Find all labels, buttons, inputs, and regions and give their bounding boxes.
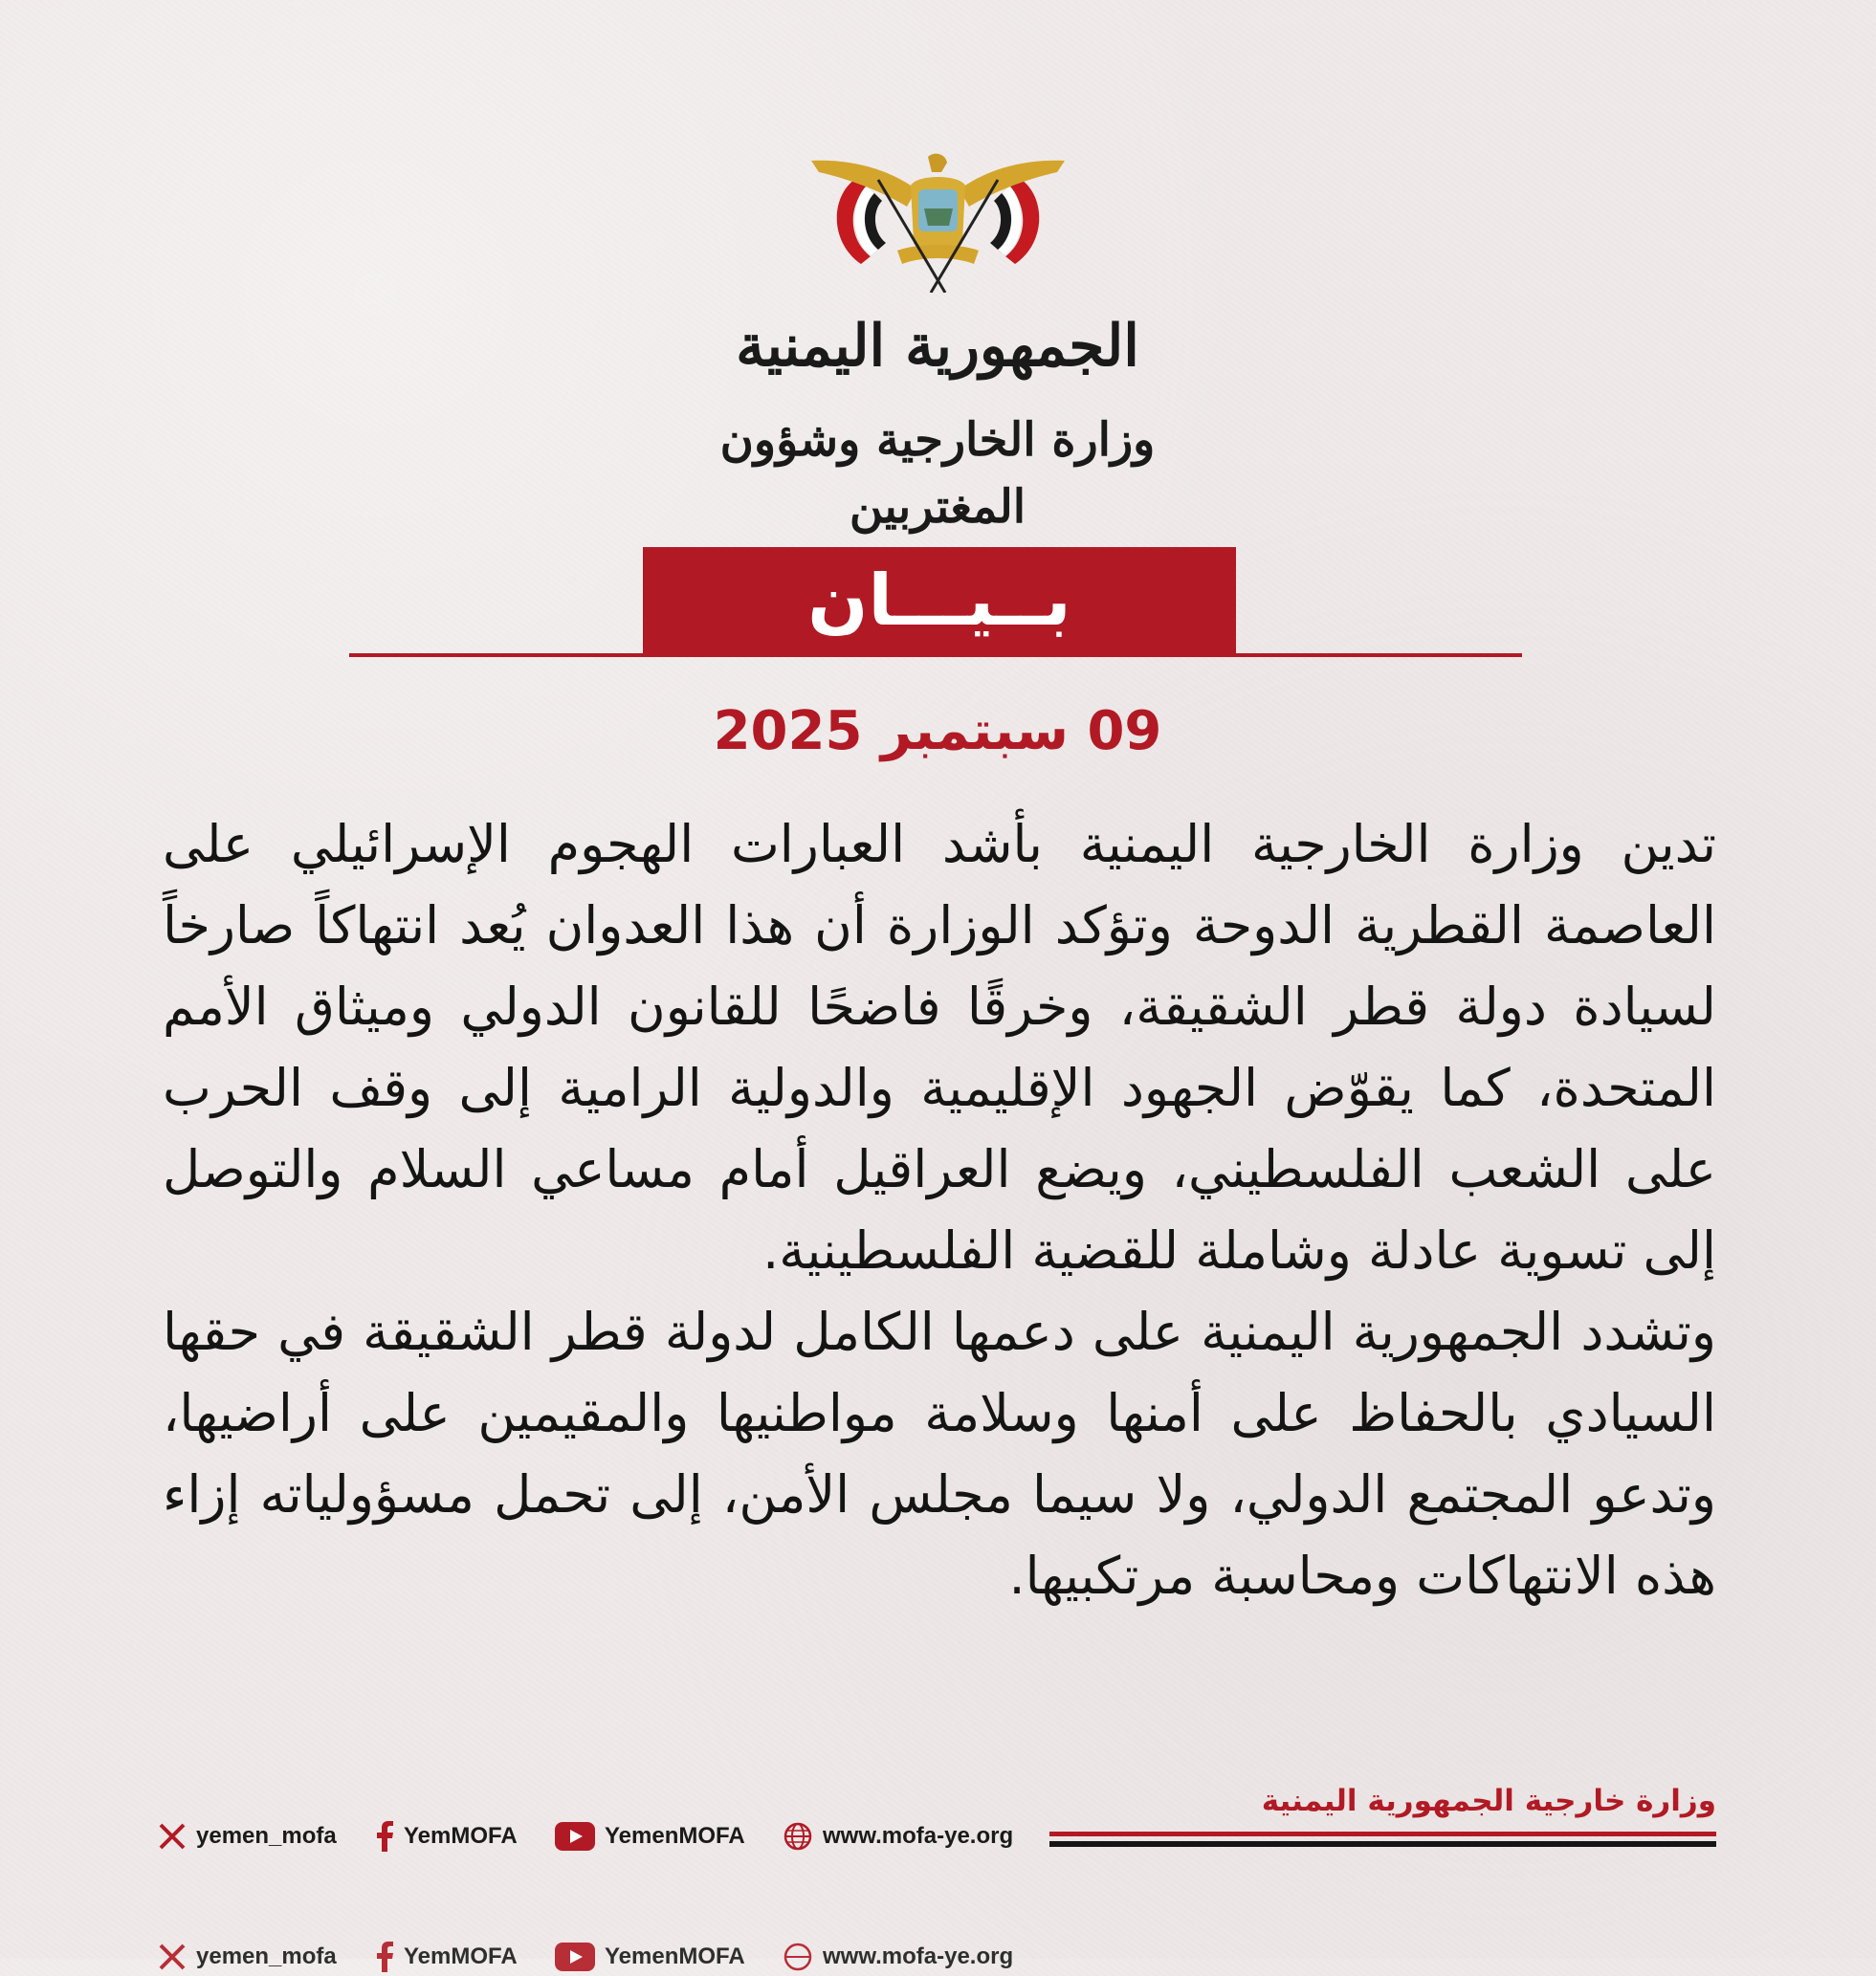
youtube-handle-repeat: YemenMOFA (605, 1943, 745, 1969)
body-paragraph-2: وتشدد الجمهورية اليمنية على دعمها الكامل لدولة قطر الشقيقة في حقها السيادي بالحفاظ على أمنها وسلامة مواطنيها والمقيمين على أراضيها، وتدعو المجتمع الدولي، ولا سيما مجلس الأمن، إلى تحمل مسؤولياته إزاء هذه الانتهاكات ومحاسبة مرتكبيها. (163, 1302, 1716, 1606)
social-link-x-repeat (158, 1938, 337, 1976)
x-handle-repeat: yemen_mofa (196, 1943, 337, 1969)
statement-title: بــيـــان (643, 547, 1236, 654)
social-link-youtube-repeat (555, 1938, 745, 1976)
x-handle: yemen_mofa (196, 1823, 337, 1849)
globe-icon (783, 1821, 813, 1852)
facebook-icon (375, 1942, 394, 1972)
x-icon (158, 1943, 187, 1971)
ministry-name: وزارة الخارجية وشؤون المغتربين (719, 413, 1156, 534)
republic-name: الجمهورية اليمنية (736, 313, 1139, 380)
social-link-facebook-repeat (375, 1938, 518, 1976)
x-icon (158, 1822, 187, 1851)
title-divider (349, 653, 1522, 657)
social-link-facebook[interactable] (375, 1815, 518, 1857)
youtube-icon (555, 1822, 595, 1851)
youtube-handle: YemenMOFA (605, 1823, 745, 1849)
globe-icon (783, 1942, 813, 1972)
statement-date: 09 سبتمبر 2025 (713, 700, 1162, 762)
social-link-youtube[interactable] (555, 1815, 745, 1857)
footer-divider-red (1049, 1832, 1716, 1836)
body-paragraph-1: تدين وزارة الخارجية اليمنية بأشد العبارات الهجوم الإسرائيلي على العاصمة القطرية الدوحة وتؤكد الوزارة أن هذا العدوان يُعد انتهاكاً صارخاً لسيادة دولة قطر الشقيقة، وخرقًا فاضحًا للقانون الدولي وميثاق الأمم المتحدة، كما يقوّض الجهود الإقليمية والدولية الرامية إلى وقف الحرب على الشعب الفلسطيني، ويضع العراقيل أمام مساعي السلام والتوصل إلى تسوية عادلة وشاملة للقضية الفلسطينية. (163, 814, 1716, 1281)
footer-divider-black (1049, 1841, 1716, 1847)
yemen-eagle-emblem-icon (811, 151, 1065, 293)
facebook-handle-repeat: YemMOFA (404, 1943, 518, 1969)
website-link[interactable] (783, 1815, 1013, 1857)
youtube-icon (555, 1943, 595, 1971)
facebook-handle: YemMOFA (404, 1823, 518, 1849)
website-url: www.mofa-ye.org (823, 1823, 1014, 1849)
website-url-repeat: www.mofa-ye.org (823, 1943, 1014, 1969)
footer-org-name: وزارة خارجية الجمهورية اليمنية (1261, 1784, 1716, 1818)
statement-body (163, 803, 1716, 1616)
website-link-repeat (783, 1938, 1013, 1976)
social-link-x[interactable] (158, 1815, 337, 1857)
facebook-icon (375, 1821, 394, 1852)
